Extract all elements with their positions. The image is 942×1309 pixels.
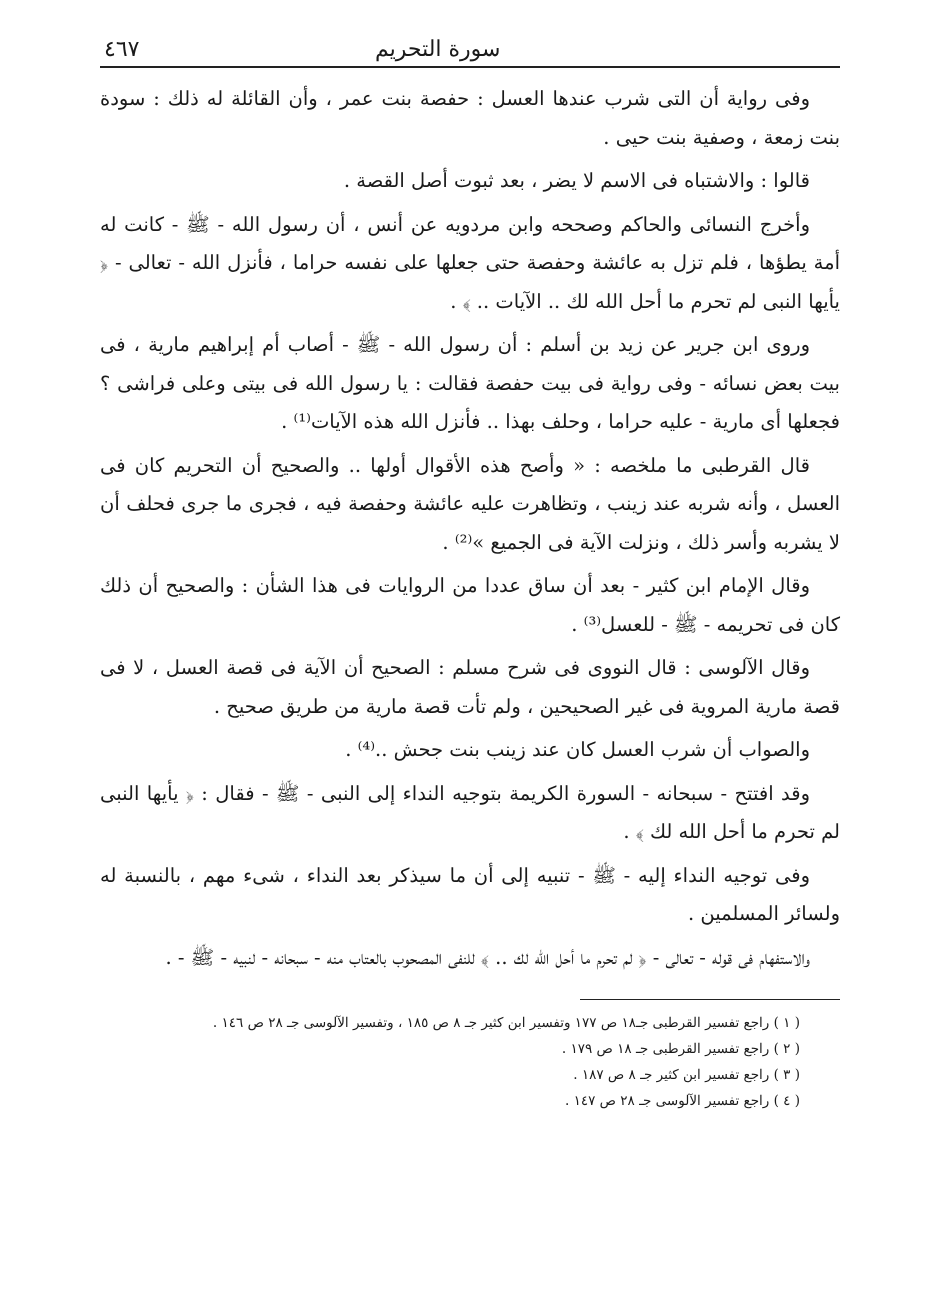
book-page — [100, 28, 840, 1278]
paragraph: وأخرج النسائى والحاكم وصححه وابن مردويه عن أنس ، أن رسول الله - ﷺ - كانت له أمة يطؤها ، فلم تزل به عائشة وحفصة حتى جعلها على نفسه حراما ، فأنزل الله - تعالى - ﴿ يأيها النبى لم تحرم ما أحل الله لك .. الآيات .. ﴾ . — [100, 212, 840, 313]
page-number: ٤٦٧ — [104, 37, 140, 62]
running-title: سورة التحريم — [374, 37, 501, 62]
paragraph: وفى رواية أن التى شرب عندها العسل : حفصة بنت عمر ، وأن القائلة له ذلك : سودة بنت زمعة ، وصفية بنت حيى . — [100, 87, 840, 149]
paragraph: قال القرطبى ما ملخصه : « وأصح هذه الأقوال أولها .. والصحيح أن التحريم كان فى العسل ، وأنه شربه عند زينب ، وتظاهرت عليه عائشة وحفصة فيه ، فجرى ما جرى فحلف أن لا يشربه وأسر ذلك ، ونزلت الآية فى الجميع »⁽²⁾ . — [100, 453, 840, 554]
footnote-separator — [580, 999, 840, 1000]
paragraph: وقال الإمام ابن كثير - بعد أن ساق عددا من الروايات فى هذا الشأن : والصحيح أن ذلك كان فى تحريمه - ﷺ - للعسل⁽³⁾ . — [100, 574, 840, 636]
paragraph: وقال الآلوسى : قال النووى فى شرح مسلم : الصحيح أن الآية فى قصة العسل ، لا فى قصة مارية المروية فى غير الصحيحين ، ولم تأت قصة مارية من طريق صحيح . — [100, 656, 840, 718]
paragraph: وقد افتتح - سبحانه - السورة الكريمة بتوجيه النداء إلى النبى - ﷺ - فقال : ﴿ يأيها النبى لم تحرم ما أحل الله لك ﴾ . — [100, 781, 840, 843]
footnotes — [100, 1010, 840, 1114]
paragraph: والاستفهام فى قوله - تعالى - ﴿ لم تحرم ما أحل الله لك .. ﴾ للنفى المصحوب بالعتاب منه - سبحانه - لنبيه - ﷺ - . — [165, 945, 810, 969]
page-header — [100, 28, 840, 68]
paragraph: قالوا : والاشتباه فى الاسم لا يضر ، بعد ثبوت أصل القصة . — [343, 169, 810, 192]
footnote: ( ١ ) راجع تفسير القرطبى جـ١٨ ص ١٧٧ وتفسير ابن كثير جـ ٨ ص ١٨٥ ، وتفسير الآلوسى جـ ٢٨ ص ١٤٦ . — [212, 1015, 800, 1031]
main-text — [100, 80, 840, 977]
footnote: ( ٣ ) راجع تفسير ابن كثير جـ ٨ ص ١٨٧ . — [573, 1067, 800, 1083]
paragraph: والصواب أن شرب العسل كان عند زينب بنت جحش ..⁽⁴⁾ . — [345, 738, 810, 761]
paragraph: وروى ابن جرير عن زيد بن أسلم : أن رسول الله - ﷺ - أصاب أم إبراهيم مارية ، فى بيت بعض نسائه - وفى رواية فى بيت حفصة فقالت : يا رسول الله فى بيتى وعلى فراشى ؟ فجعلها أى مارية - عليه حراما ، وحلف بهذا .. فأنزل الله هذه الآيات⁽¹⁾ . — [100, 333, 840, 433]
footnote: ( ٤ ) راجع تفسير الآلوسى جـ ٢٨ ص ١٤٧ . — [565, 1093, 800, 1109]
footnote: ( ٢ ) راجع تفسير القرطبى جـ ١٨ ص ١٧٩ . — [561, 1041, 800, 1057]
paragraph: وفى توجيه النداء إليه - ﷺ - تنبيه إلى أن ما سيذكر بعد النداء ، شىء مهم ، بالنسبة له ولسائر المسلمين . — [100, 863, 840, 925]
